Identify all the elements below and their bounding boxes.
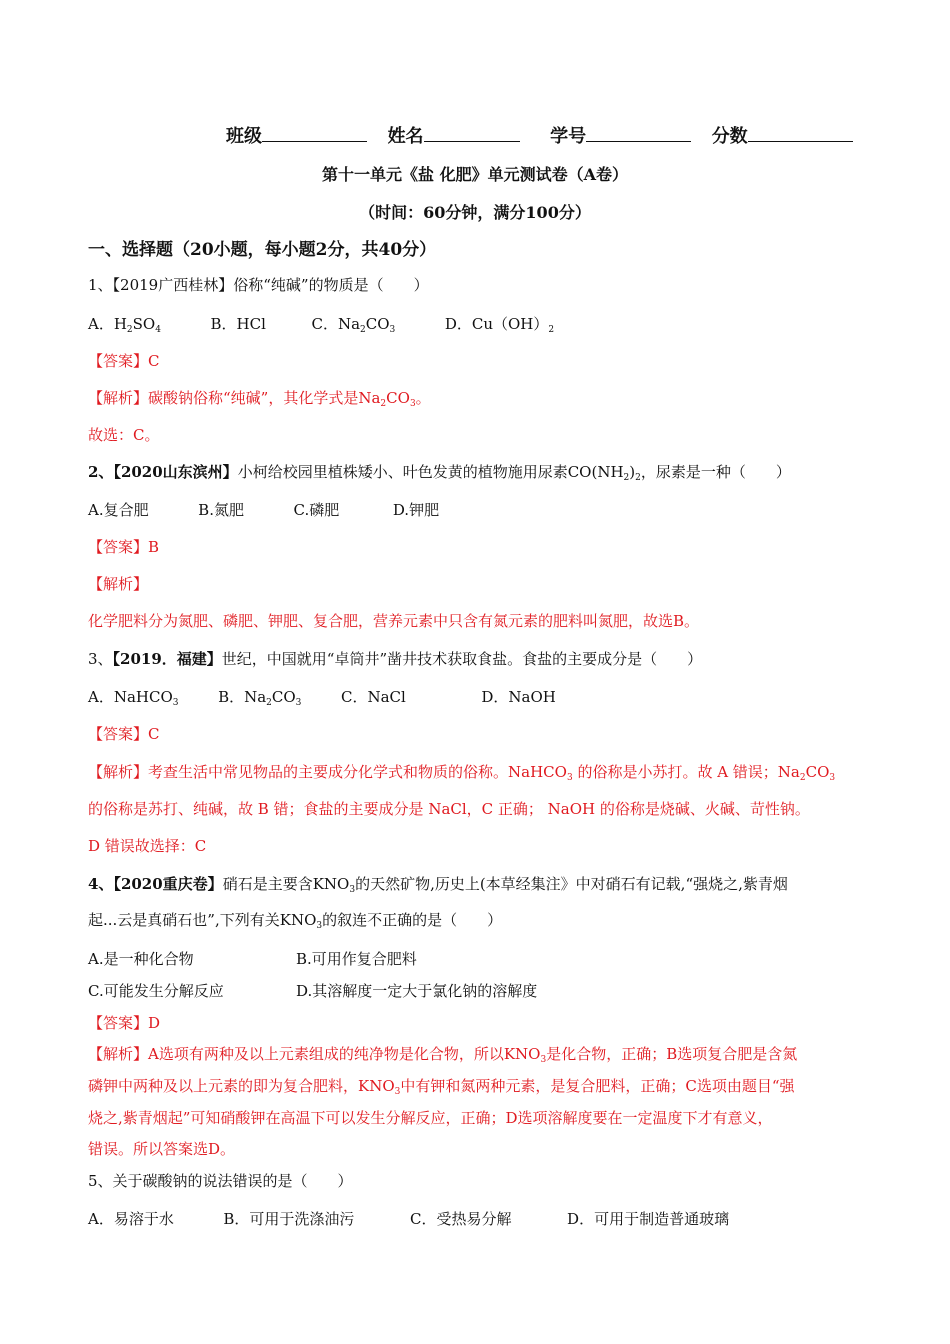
option-b[interactable]: B.氮肥 xyxy=(198,501,244,519)
question-2-stem: 2、【2020山东滨州】小柯给校园里植株矮小、叶色发黄的植物施用尿素$CO(NH_2)_2$，尿素是一种（ ） xyxy=(88,463,791,483)
option-d[interactable]: D.其溶解度一定大于氯化钠的溶解度 xyxy=(296,982,538,1000)
option-a[interactable]: A.复合肥 xyxy=(88,501,149,519)
class-blank[interactable] xyxy=(262,123,367,142)
header-fields xyxy=(226,122,853,148)
question-4-analysis-line-4: 错误。所以答案选D。 xyxy=(88,1140,236,1158)
question-4-stem-line-1: 4、【2020重庆卷】硝石是主要含$KNO_3$的天然矿物,历史上(本草经集注》中对硝石有记载,“强烧之,紫青烟 xyxy=(88,875,788,895)
question-source-tag: 【2020山东滨州】 xyxy=(113,463,238,481)
score-label: 分数 xyxy=(711,126,748,147)
option-b[interactable]: B．$Na_2CO_3$ xyxy=(218,688,302,708)
option-b[interactable]: B.可用作复合肥料 xyxy=(296,950,417,968)
option-d[interactable]: D．NaOH xyxy=(481,688,556,706)
option-d[interactable]: D．$Cu(OH)_2$ xyxy=(444,315,555,335)
question-3-options xyxy=(88,686,556,707)
page-subtitle: （时间：60分钟，满分100分） xyxy=(359,203,591,222)
name-label: 姓名 xyxy=(387,126,424,147)
option-b[interactable]: B．HCl xyxy=(210,315,266,333)
name-blank[interactable] xyxy=(424,123,520,142)
option-c[interactable]: C．$Na_2CO_3$ xyxy=(311,315,396,335)
question-3-answer: 【答案】C xyxy=(88,725,160,743)
question-1-analysis: 【解析】碳酸钠俗称“纯碱”，其化学式是$Na_2CO_3$。 xyxy=(88,389,431,409)
question-5-stem: 5、关于碳酸钠的说法错误的是（ ） xyxy=(88,1172,353,1190)
question-3-analysis-line-1: 【解析】考查生活中常见物品的主要成分化学式和物质的俗称。NaHCO$_3$ 的俗称是小苏打。故 A 错误；$Na_2CO_3$ xyxy=(88,763,836,783)
option-c[interactable]: C.可能发生分解反应 xyxy=(88,982,224,1000)
option-a[interactable]: A．易溶于水 xyxy=(88,1210,174,1228)
option-c[interactable]: C．受热易分解 xyxy=(410,1210,512,1228)
id-blank[interactable] xyxy=(586,123,691,142)
question-5-options xyxy=(88,1208,729,1229)
option-a[interactable]: A．$H_2SO_4$ xyxy=(88,315,161,335)
question-2-analysis-tag: 【解析】 xyxy=(88,575,149,593)
question-1-answer: 【答案】C xyxy=(88,352,160,370)
id-label: 学号 xyxy=(550,126,587,147)
question-4-analysis-line-3: 烧之,紫青烟起”可知硝酸钾在高温下可以发生分解反应，正确；D选项溶解度要在一定温度下才有意义， xyxy=(88,1109,773,1127)
question-2-analysis: 化学肥料分为氮肥、磷肥、钾肥、复合肥，营养元素中只含有氮元素的肥料叫氮肥，故选B。 xyxy=(88,612,700,630)
option-d[interactable]: D．可用于制造普通玻璃 xyxy=(567,1210,730,1228)
question-3-stem: 3、【2019．福建】世纪，中国就用“卓筒井”凿井技术获取食盐。食盐的主要成分是（ ） xyxy=(88,650,703,668)
option-c[interactable]: C.磷肥 xyxy=(293,501,340,519)
option-a[interactable]: A.是一种化合物 xyxy=(88,950,194,968)
question-4-stem-line-2: 起...云是真硝石也”,下列有关$KNO_3$的叙连不正确的是（ ） xyxy=(88,911,503,931)
option-a[interactable]: A．NaHCO$_3$ xyxy=(88,688,179,708)
question-1-stem xyxy=(88,274,429,295)
question-1-choice: 故选：C。 xyxy=(88,426,160,444)
question-3-analysis-line-3: D 错误故选择：C xyxy=(88,837,207,855)
section-heading: 一、选择题（20小题，每小题2分，共40分） xyxy=(88,240,437,260)
question-4-analysis-line-2: 磷钾中两种及以上元素的即为复合肥料，$KNO_3$中有钾和氮两种元素，是复合肥料，正确；C选项由题目“强 xyxy=(88,1077,795,1097)
question-text: 俗称“纯碱”的物质是（ ） xyxy=(233,276,429,294)
question-source-tag: 【2020重庆卷】 xyxy=(113,875,223,893)
question-4-analysis-line-1: 【解析】A选项有两种及以上元素组成的纯净物是化合物，所以$KNO_3$是化合物，正确；B选项复合肥是含氮 xyxy=(88,1045,798,1065)
question-1-options xyxy=(88,313,554,334)
question-4-answer: 【答案】D xyxy=(88,1014,161,1032)
class-label: 班级 xyxy=(226,126,262,147)
option-c[interactable]: C．NaCl xyxy=(340,688,406,706)
question-4-options-row-1 xyxy=(88,948,417,969)
question-2-answer: 【答案】B xyxy=(88,538,160,556)
option-b[interactable]: B．可用于洗涤油污 xyxy=(223,1210,355,1228)
question-number: 1、 xyxy=(88,276,113,294)
question-2-options xyxy=(88,499,439,520)
question-source-tag: 【2019．福建】 xyxy=(112,650,222,668)
option-d[interactable]: D.钾肥 xyxy=(392,501,440,519)
page-title: 第十一单元《盐 化肥》单元测试卷（A卷） xyxy=(322,165,628,184)
question-4-options-row-2 xyxy=(88,980,537,1001)
score-blank[interactable] xyxy=(748,123,853,142)
question-3-analysis-line-2: 的俗称是苏打、纯碱，故 B 错；食盐的主要成分是 NaCl，C 正确； NaOH 的俗称是烧碱、火碱、苛性钠。 xyxy=(88,800,810,818)
question-source-tag: 【2019广西桂林】 xyxy=(112,276,234,294)
